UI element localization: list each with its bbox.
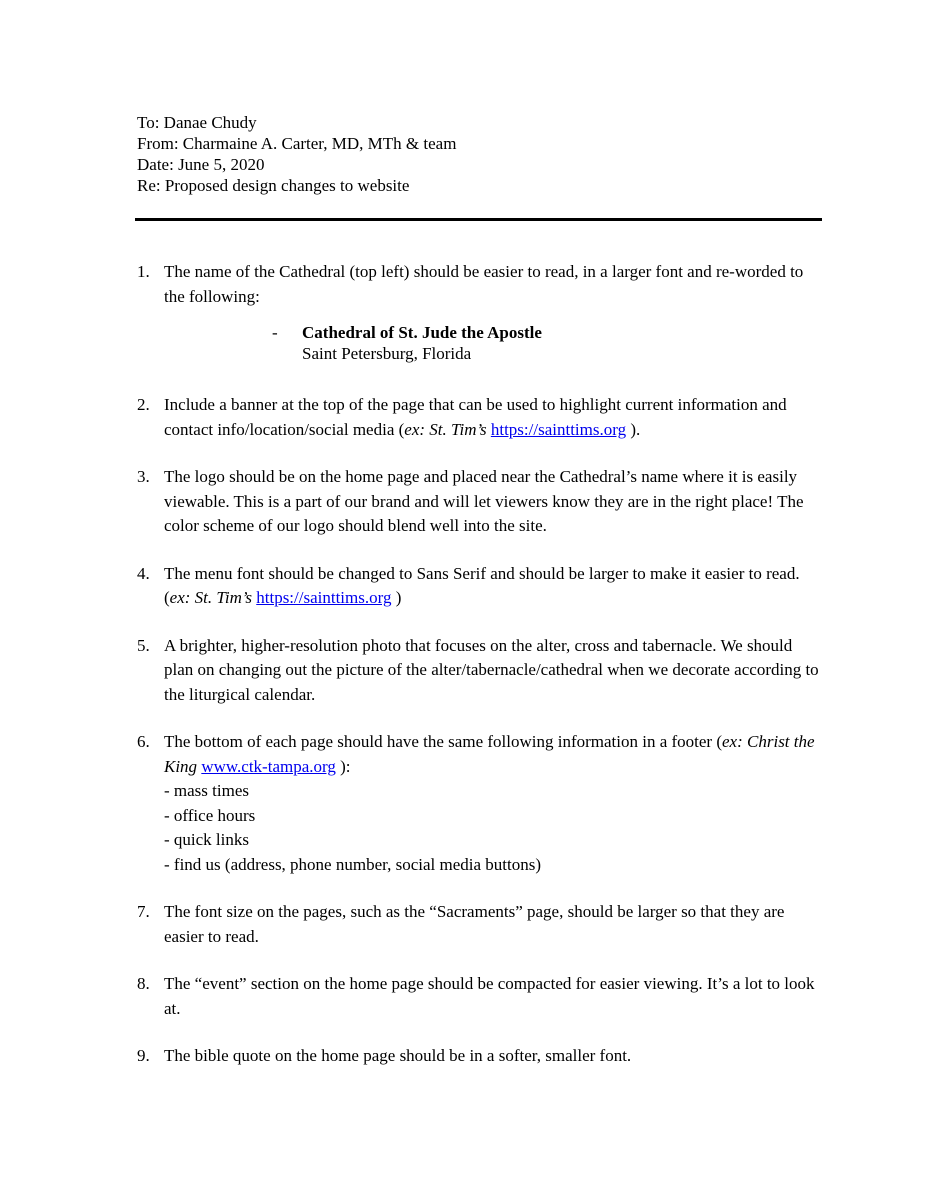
- memo-item-4: [137, 562, 822, 611]
- memo-list: [137, 260, 822, 1069]
- item-number: 2.: [137, 395, 150, 414]
- item-number: 8.: [137, 974, 150, 993]
- item-text: [164, 634, 822, 708]
- item-text: [164, 730, 822, 779]
- memo-re-line: Re: Proposed design changes to website: [137, 176, 410, 195]
- text-segment: ): [391, 588, 402, 607]
- item-number: 9.: [137, 1046, 150, 1065]
- callout-subtitle: Saint Petersburg, Florida: [302, 344, 472, 363]
- item-text: [164, 393, 822, 442]
- item-body: [164, 730, 822, 877]
- item-body: [164, 972, 822, 1021]
- hyperlink[interactable]: https://sainttims.org: [256, 588, 392, 607]
- text-segment: A brighter, higher-resolution photo that focuses on the alter, cross and tabernacle. We should plan on changing out the picture of the alter/tabernacle/cathedral when we decorate according to the liturgical calendar.: [164, 635, 819, 704]
- text-segment: The bottom of each page should have the same following information in a footer (: [164, 732, 723, 751]
- text-segment: The logo should be on the home page and placed near the Cathedral’s name where it is easily viewable. This is a part of our brand and will let viewers know they are in the right place! The color scheme of our logo should blend well into the site.: [164, 467, 804, 535]
- memo-item-7: [137, 900, 822, 949]
- text-segment: ex: St. Tim’s: [404, 419, 487, 439]
- item-number: 1.: [137, 262, 150, 281]
- memo-item-3: [137, 465, 822, 539]
- hyperlink[interactable]: https://sainttims.org: [490, 419, 627, 439]
- memo-item-1: [137, 260, 822, 370]
- item-number: 3.: [137, 467, 150, 486]
- item-text: [164, 972, 822, 1021]
- text-segment: The bible quote on the home page should be in a softer, smaller font.: [164, 1046, 632, 1065]
- hyperlink[interactable]: www.ctk-tampa.org: [201, 756, 336, 776]
- memo-item-6: [137, 730, 822, 877]
- callout-text: [302, 322, 542, 364]
- memo-item-8: [137, 972, 822, 1021]
- callout-title: Cathedral of St. Jude the Apostle: [302, 323, 542, 342]
- item-number: 5.: [137, 635, 150, 655]
- item-number: 6.: [137, 732, 150, 751]
- text-segment: ex: St. Tim’s: [169, 588, 252, 607]
- memo-item-2: [137, 393, 822, 442]
- item-text: [164, 465, 822, 539]
- item-text: [164, 900, 822, 949]
- memo-to-line: To: Danae Chudy: [137, 113, 257, 132]
- footer-subline: - quick links: [164, 830, 249, 849]
- item-body: [164, 634, 822, 708]
- memo-from-line: From: Charmaine A. Carter, MD, MTh & team: [137, 134, 457, 153]
- item-text: [164, 562, 822, 611]
- text-segment: The font size on the pages, such as the “Sacraments” page, should be larger so that they are easier to read.: [164, 902, 785, 946]
- text-segment: The “event” section on the home page should be compacted for easier viewing. It’s a lot to look at.: [164, 974, 815, 1018]
- text-segment: Include a banner at the top of the page that can be used to highlight current information and contact info/location/social media (: [164, 395, 787, 439]
- footer-subline: - find us (address, phone number, social media buttons): [164, 854, 542, 874]
- item-body: [164, 465, 822, 539]
- memo-item-5: [137, 634, 822, 708]
- cathedral-name-callout: [272, 322, 822, 364]
- header-divider-rule: [135, 218, 822, 221]
- memo-header: [137, 112, 822, 196]
- memo-date-line: Date: June 5, 2020: [137, 155, 265, 174]
- item-text: [164, 260, 822, 309]
- memo-item-9: [137, 1044, 822, 1069]
- footer-subline: - office hours: [164, 805, 256, 825]
- item-body: [164, 260, 822, 370]
- item-number: 4.: [137, 563, 150, 583]
- item-body: [164, 1044, 822, 1069]
- text-segment: ).: [626, 419, 641, 439]
- item-body: [164, 900, 822, 949]
- item-body: [164, 393, 822, 442]
- footer-subline: - mass times: [164, 781, 249, 800]
- item-body: [164, 562, 822, 611]
- text-segment: ):: [335, 756, 351, 776]
- item-text: [164, 1044, 822, 1069]
- callout-dash: -: [272, 323, 278, 342]
- text-segment: The menu font should be changed to Sans Serif and should be larger to make it easier to read. (: [164, 563, 800, 607]
- item-number: 7.: [137, 902, 150, 921]
- text-segment: The name of the Cathedral (top left) should be easier to read, in a larger font and re-worded to the following:: [164, 262, 804, 306]
- text-segment: ex: Christ the King: [164, 732, 815, 776]
